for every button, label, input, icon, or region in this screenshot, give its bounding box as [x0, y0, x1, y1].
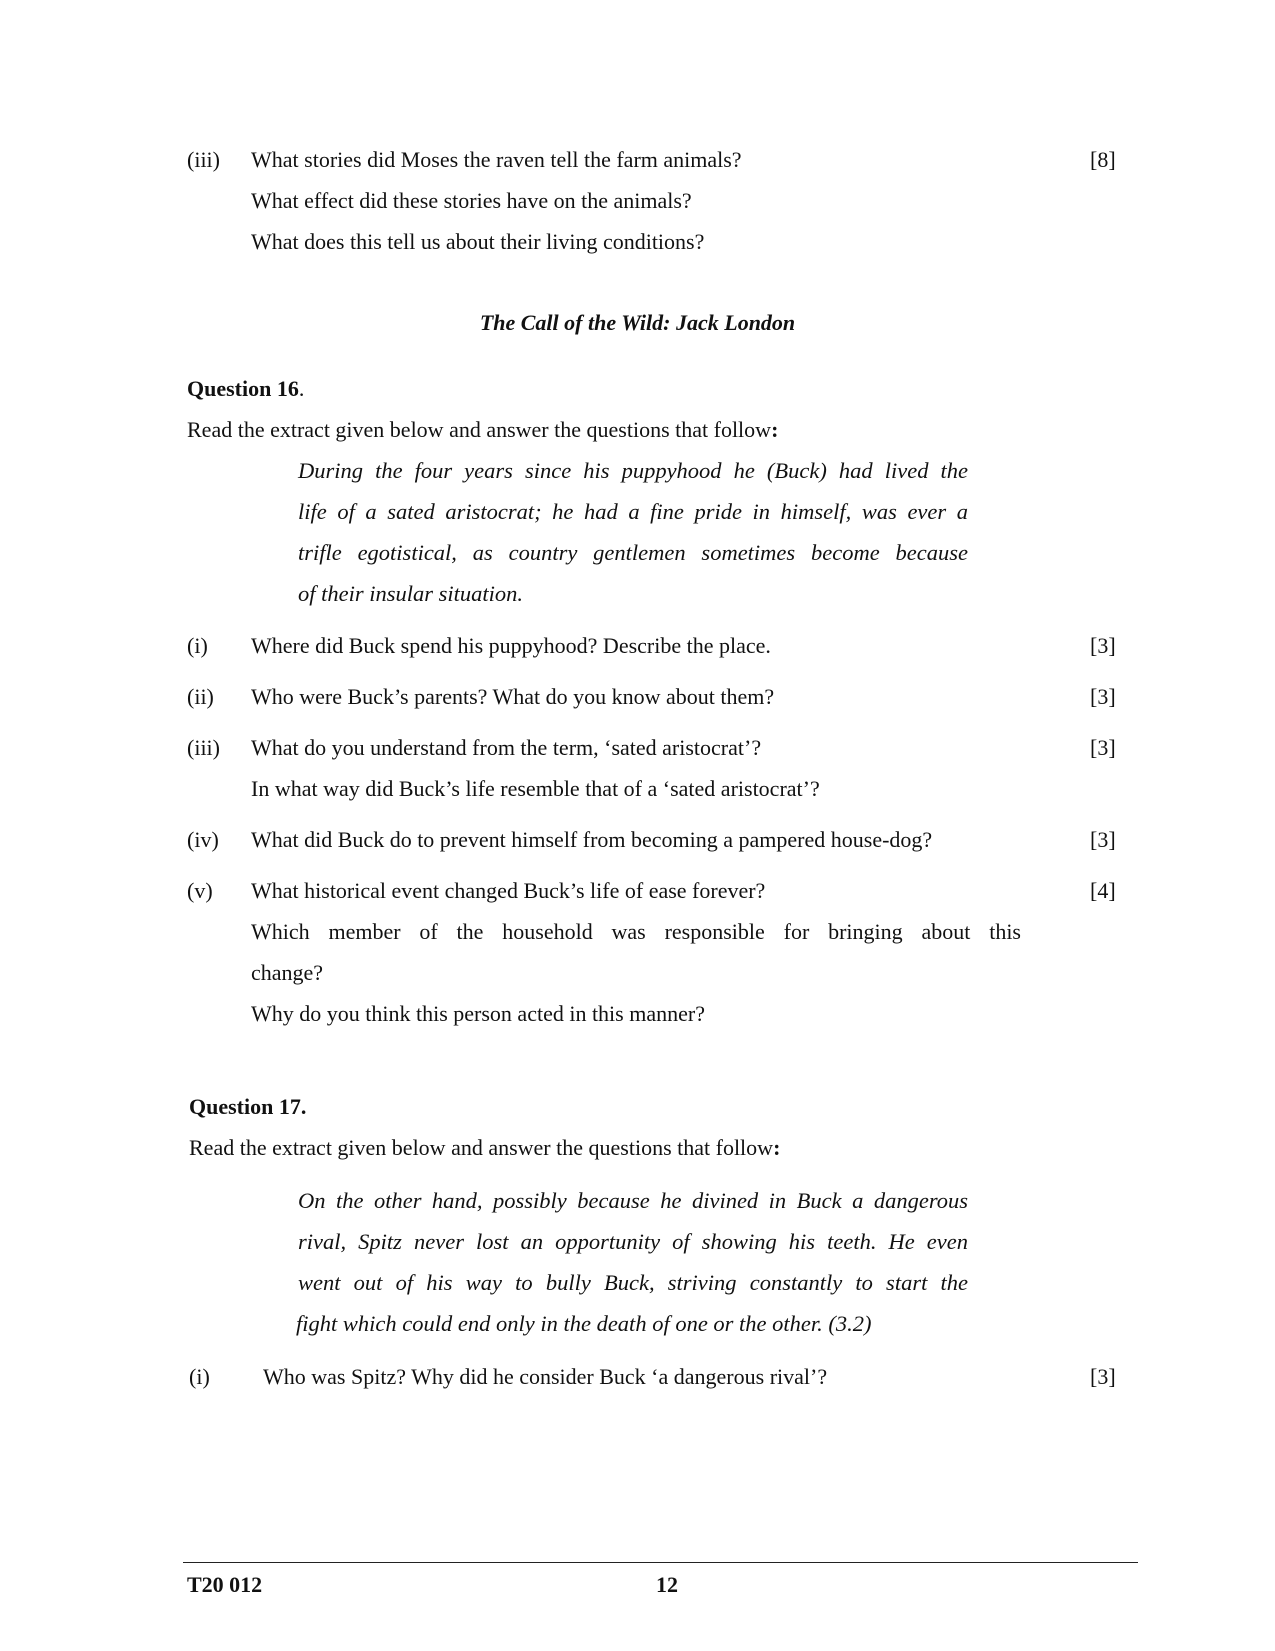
item-number: (i) [187, 633, 208, 658]
item-marks: [8] [1090, 147, 1116, 172]
item-line: Why do you think this person acted in this manner? [251, 1001, 705, 1026]
item-line: What stories did Moses the raven tell the farm animals? [251, 147, 742, 172]
page-number: 12 [656, 1572, 678, 1597]
instruction-text: Read the extract given below and answer the questions that follow [187, 417, 772, 442]
extract-line: went out of his way to bully Buck, striving constantly to start the [298, 1270, 968, 1295]
extract-line: During the four years since his puppyhood he (Buck) had lived the [298, 458, 968, 483]
item-line: change? [251, 960, 324, 985]
item-line: What effect did these stories have on the animals? [251, 188, 692, 213]
item-number: (iii) [187, 735, 220, 760]
item-number: (iv) [187, 827, 219, 852]
item-marks: [3] [1090, 735, 1116, 760]
item-line: What did Buck do to prevent himself from becoming a pampered house-dog? [251, 827, 933, 852]
extract-line: of their insular situation. [298, 581, 524, 606]
item-number: (v) [187, 878, 213, 903]
instruction-colon: : [773, 1135, 781, 1160]
item-line: What do you understand from the term, ‘sated aristocrat’? [251, 735, 762, 760]
item-marks: [3] [1090, 684, 1116, 709]
item-line: Who was Spitz? Why did he consider Buck ‘a dangerous rival’? [263, 1364, 828, 1389]
section-title: The Call of the Wild: Jack London [479, 310, 796, 335]
item-marks: [3] [1090, 1364, 1116, 1389]
extract-line: On the other hand, possibly because he divined in Buck a dangerous [298, 1188, 968, 1213]
question-heading-suffix: . [298, 376, 305, 401]
item-line: Who were Buck’s parents? What do you know about them? [251, 684, 775, 709]
question-heading-label: Question 16 [187, 376, 299, 401]
extract-line: rival, Spitz never lost an opportunity of showing his teeth. He even [298, 1229, 968, 1254]
instruction-text: Read the extract given below and answer the questions that follow [189, 1135, 774, 1160]
item-line: What historical event changed Buck’s life of ease forever? [251, 878, 766, 903]
item-marks: [3] [1090, 827, 1116, 852]
item-number: (iii) [187, 147, 220, 172]
instruction-colon: : [771, 417, 779, 442]
item-line: Which member of the household was responsible for bringing about this [251, 919, 1021, 944]
item-number: (i) [189, 1364, 210, 1389]
item-line: Where did Buck spend his puppyhood? Describe the place. [251, 633, 771, 658]
item-line: In what way did Buck’s life resemble that of a ‘sated aristocrat’? [251, 776, 820, 801]
question-heading [187, 376, 304, 402]
extract-line: life of a sated aristocrat; he had a fine pride in himself, was ever a [298, 499, 968, 524]
question-heading: Question 17. [189, 1094, 307, 1119]
item-marks: [4] [1090, 878, 1116, 903]
item-marks: [3] [1090, 633, 1116, 658]
instruction [189, 1135, 780, 1161]
footer-divider [183, 1562, 1138, 1563]
item-number: (ii) [187, 684, 214, 709]
extract-line: fight which could end only in the death of one or the other. (3.2) [296, 1311, 872, 1336]
paper-code: T20 012 [187, 1572, 263, 1597]
item-line: What does this tell us about their living conditions? [251, 229, 705, 254]
instruction [187, 417, 778, 443]
extract-line: trifle egotistical, as country gentlemen sometimes become because [298, 540, 968, 565]
